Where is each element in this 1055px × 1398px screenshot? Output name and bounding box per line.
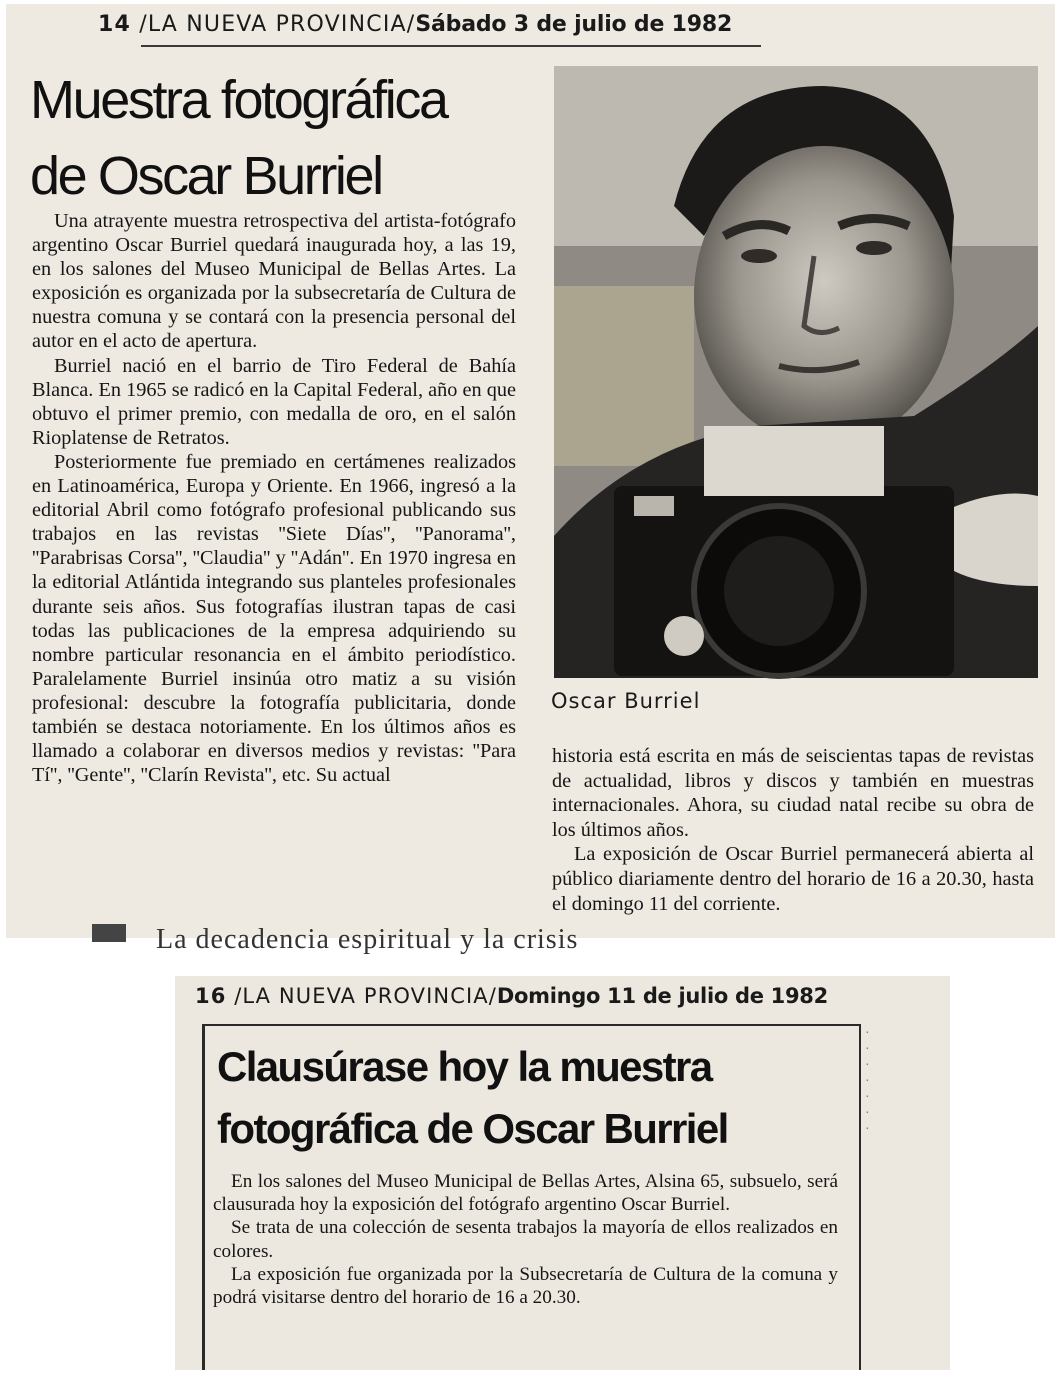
masthead bbox=[98, 12, 818, 37]
paragraph: Posteriormente fue premiado en certámenes realizados en Latinoamérica, Europa y Oriente. En 1966, ingresó a la editorial Abril como fotógrafo profesional publicando sus trabajos en las revistas ''Siete Días'', ''Panorama'', ''Parabrisas Corsa'', ''Claudia'' y ''Adán''. En 1970 ingresa en la editorial Atlántida integrando sus planteles profesionales durante seis años. Sus fotografías ilustran tapas de casi todas las publicaciones de la empresa adquiriendo su nombre particular resonancia en el ámbito periodístico. Paralelamente Burriel insinúa otro matiz a su visión profesional: descubre la fotografía publicitaria, donde también se destaca notoriamente. En los últimos años es llamado a colaborar en diversos medios y revistas: ''Para Tí'', ''Gente'', ''Clarín Revista'', etc. Su actual bbox=[32, 450, 516, 787]
portrait-photo bbox=[554, 66, 1038, 678]
headline-line-2: fotográfica de Oscar Burriel bbox=[217, 1105, 728, 1152]
issue-date: Domingo 11 de julio de 1982 bbox=[496, 984, 828, 1008]
newspaper-clipping-1 bbox=[6, 4, 1055, 955]
paragraph: La exposición fue organizada por la Subsecretaría de Cultura de la comuna y podrá visitarse dentro del horario de 16 a 20.30. bbox=[213, 1263, 838, 1309]
paragraph: Burriel nació en el barrio de Tiro Federal de Bahía Blanca. En 1965 se radicó en la Capital Federal, año en que obtuvo el primer premio, con medalla de oro, en el salón Rioplatense de Retratos. bbox=[32, 354, 516, 449]
article-headline bbox=[30, 62, 550, 214]
newspaper-name: /LA NUEVA PROVINCIA/ bbox=[234, 984, 497, 1008]
headline-line-1: Clausúrase hoy la muestra bbox=[217, 1043, 712, 1090]
paragraph: historia está escrita en más de seiscientas tapas de revistas de actualidad, libros y discos y también en muestras internacionales. Ahora, su ciudad natal recibe su obra de los últimos años. bbox=[552, 745, 1034, 841]
headline-line-1: Muestra fotográfica bbox=[30, 70, 447, 130]
issue-date: Sábado 3 de julio de 1982 bbox=[415, 12, 733, 37]
headline-line-2: de Oscar Burriel bbox=[30, 146, 382, 206]
paragraph: Una atrayente muestra retrospectiva del artista-fotógrafo argentino Oscar Burriel quedará inaugurada hoy, a las 19, en los salones del Museo Municipal de Bellas Artes. La exposición es organizada por la subsecretaría de Cultura de nuestra comuna y se contará con la presencia personal del autor en el acto de apertura. bbox=[32, 210, 516, 353]
cut-off-next-headline: La decadencia espiritual y la crisis bbox=[156, 924, 579, 955]
masthead-rule bbox=[141, 45, 761, 47]
article-body bbox=[213, 1170, 838, 1309]
newspaper-clipping-2 bbox=[175, 976, 950, 1370]
article-left-column bbox=[32, 209, 516, 787]
newspaper-name: /LA NUEVA PROVINCIA/ bbox=[139, 12, 416, 37]
masthead bbox=[195, 984, 935, 1008]
portrait-photo-illustration bbox=[554, 66, 1038, 678]
page-number: 16 bbox=[195, 984, 227, 1008]
article-right-column bbox=[552, 744, 1034, 916]
paragraph: Se trata de una colección de sesenta trabajos la mayoría de ellos realizados en colores. bbox=[213, 1217, 838, 1262]
torn-edge-marks: · · · · · · · bbox=[865, 1026, 870, 1137]
photo-caption: Oscar Burriel bbox=[551, 689, 701, 713]
page-number: 14 bbox=[98, 12, 132, 37]
paragraph: La exposición de Oscar Burriel permanecerá abierta al público diariamente dentro del horario de 16 a 20.30, hasta el domingo 11 del corriente. bbox=[552, 843, 1034, 915]
cut-off-block bbox=[92, 924, 126, 942]
article-headline bbox=[217, 1036, 837, 1160]
paragraph: En los salones del Museo Municipal de Bellas Artes, Alsina 65, subsuelo, será clausurada hoy la exposición del fotógrafo argentino Oscar Burriel. bbox=[213, 1171, 838, 1216]
